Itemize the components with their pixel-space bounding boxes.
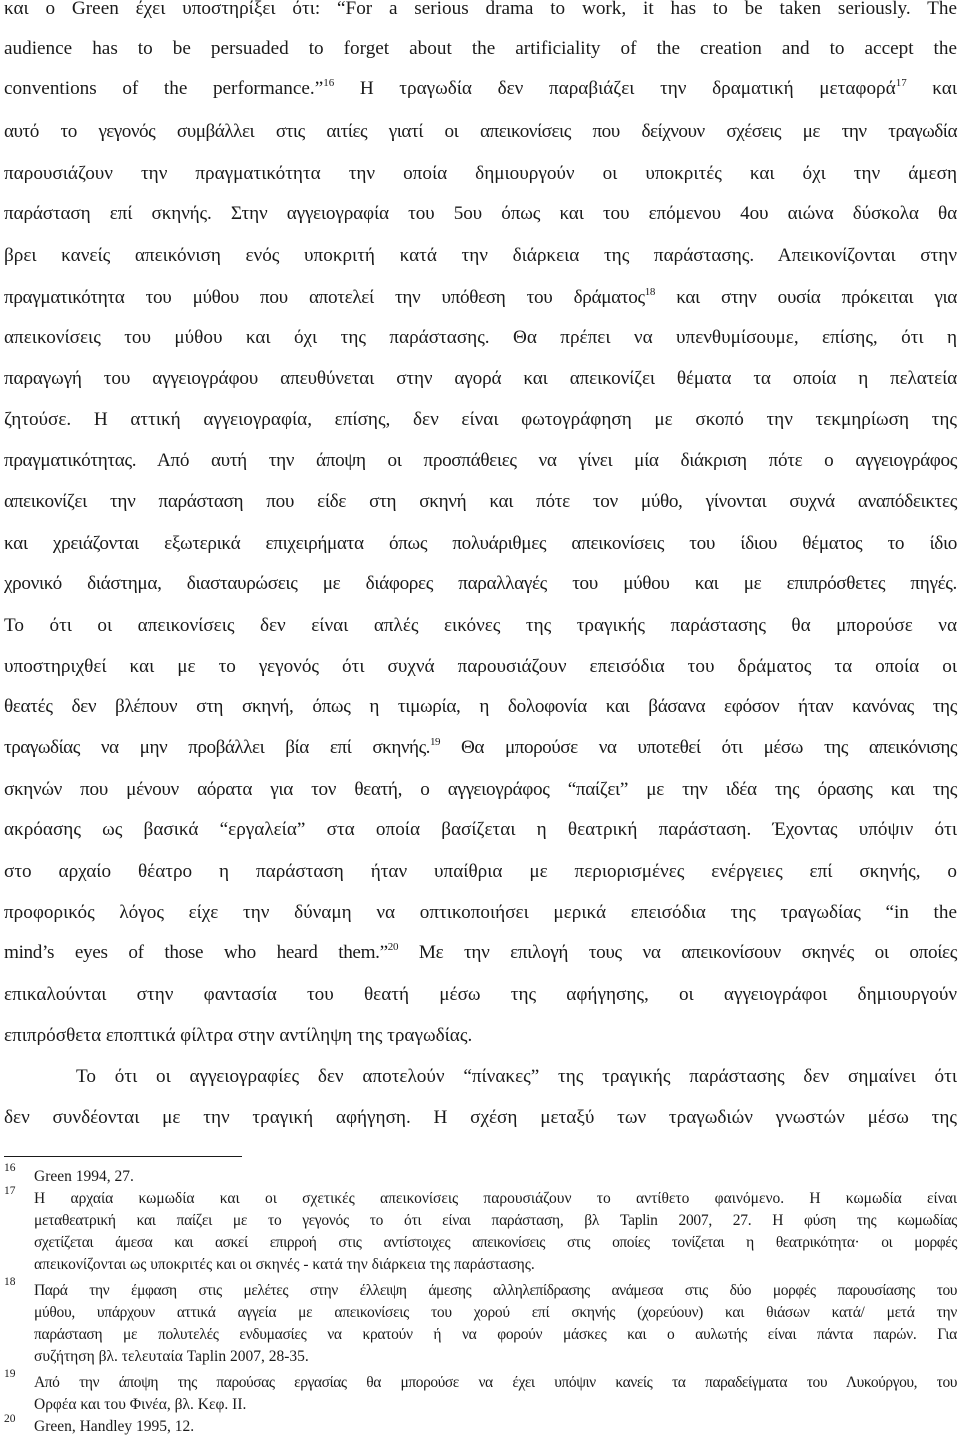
body-text: τραγωδίας να μην προβάλλει βία επί σκηνής. [4, 737, 430, 758]
footnote-number: 17 [4, 1185, 16, 1197]
body-line: χρονικό διάστημα, διασταυρώσεις με διάφορες παραλλαγές του μύθου και με επιπρόσθετες πηγές. [4, 573, 957, 594]
body-line: επικαλούνται στην φαντασία του θεατή μέσω της αφήγησης, οι αγγειογράφοι δημιουργούν [4, 984, 957, 1005]
footnote-line: Η αρχαία κωμωδία και οι σχετικές απεικονίσεις παρουσιάζουν το αντίθετο φαινόμενο. Η κωμωδία είναι [34, 1190, 957, 1207]
body-text: mind’s eyes of those who heard them.” [4, 942, 388, 963]
footnote-line: Green, Handley 1995, 12. [34, 1418, 195, 1435]
footnote-line: Παρά την έμφαση στις μελέτες στην έλλειψη άμεσης αλληλεπίδρασης ανάμεσα στις δύο μορφές παρουσίασης του [34, 1282, 957, 1299]
body-line: βρει κανείς απεικόνιση ενός υποκριτή κατά την διάρκεια της παράστασης. Απεικονίζονται στην [4, 245, 957, 266]
body-line [4, 77, 957, 101]
body-text: πραγματικότητα του μύθου που αποτελεί την υπόθεση του δράματος [4, 287, 645, 308]
footnote-ref[interactable]: 16 [323, 76, 335, 89]
footnote-line: συζήτηση βλ. τελευταία Taplin 2007, 28-35. [34, 1348, 309, 1365]
body-line: και ο Green έχει υποστηρίξει ότι: “For a serious drama to work, it has to be taken seriously. The [4, 0, 957, 19]
body-line: απεικονίζει την παράσταση που είδε στη σκηνή και πότε τον μύθο, γίνονται συχνά αναπόδεικτες [4, 491, 957, 512]
body-line [4, 286, 957, 310]
footnote-line: παράσταση με πολυτελές ενδυμασίες να κρατούν ή να φορούν μάσκες και ο αυλωτής είναι πάντα παρών. Για [34, 1326, 957, 1343]
footnote-line: μεταθεατρική και παίζει με το γεγονός το ότι είναι παράσταση, βλ Taplin 2007, 27. Η φύση της κωμωδίας [34, 1212, 957, 1229]
footnote-number: 18 [4, 1276, 16, 1288]
body-line: Το ότι οι αγγειογραφίες δεν αποτελούν “πίνακες” της τραγικής παράστασης δεν σημαίνει ότι [76, 1066, 957, 1087]
footnote-ref[interactable]: 19 [429, 735, 440, 748]
footnote-line: Από την άποψη της παρούσας εργασίας θα μπορούσε να έχει υπόψιν κανείς τα παραδείγματα του Λυκούργου, του [34, 1374, 957, 1391]
body-text: Με την επιλογή τους να απεικονίσουν σκηνές οι οποίες [398, 942, 958, 963]
body-line: θεατές δεν βλέπουν στη σκηνή, όπως η τιμωρία, η δολοφονία και βάσανα εφόσον ήταν κανόνας της [4, 696, 957, 717]
footnote-number: 16 [4, 1162, 16, 1174]
body-line: Το ότι οι απεικονίσεις δεν είναι απλές εικόνες της τραγικής παράστασης θα μπορούσε να [4, 615, 957, 636]
body-text: και [906, 78, 958, 99]
body-line: επιπρόσθετα εποπτικά φίλτρα στην αντίληψη της τραγωδίας. [4, 1025, 473, 1046]
body-line: υποστηριχθεί και με το γεγονός ότι συχνά παρουσιάζουν επεισόδια του δράματος τα οποία οι [4, 656, 957, 677]
body-line: στο αρχαίο θέατρο η παράσταση ήταν υπαίθρια με περιορισμένες ενέργειες επί σκηνής, ο [4, 861, 957, 882]
body-line: audience has to be persuaded to forget about the artificiality of the creation and to accept the [4, 38, 957, 59]
footnote-line: Green 1994, 27. [34, 1168, 134, 1185]
body-line: και χρειάζονται εξωτερικά επιχειρήματα όπως πολυάριθμες απεικονίσεις του ίδιου θέματος το ίδιο [4, 533, 957, 554]
footnote-ref[interactable]: 20 [387, 940, 399, 953]
footnote-separator [4, 1156, 242, 1157]
body-text: Η τραγωδία δεν παραβιάζει την δραματική μεταφορά [334, 78, 896, 99]
body-line [4, 941, 957, 965]
body-line: πραγματικότητας. Από αυτή την άποψη οι προσπάθειες να γίνει μία διάκριση πότε ο αγγειογράφος [4, 450, 957, 471]
body-line: παράσταση επί σκηνής. Στην αγγειογραφία του 5ου όπως και του επόμενου 4ου αιώνα δύσκολα θα [4, 203, 957, 224]
footnote-line: μύθου, υπάρχουν αττικά αγγεία με απεικονίσεις του χορού επί σκηνής (χορεύουν) και θιάσων κατά/ μετά την [34, 1304, 957, 1321]
body-line: προφορικός λόγος είχε την δύναμη να οπτικοποιήσει μερικά επεισόδια της τραγωδίας “in the [4, 902, 957, 923]
footnote-ref[interactable]: 17 [895, 76, 907, 89]
footnote-line: Ορφέα και του Φινέα, βλ. Κεφ. ΙΙ. [34, 1396, 247, 1413]
body-line: απεικονίσεις του μύθου και όχι της παράστασης. Θα πρέπει να υπενθυμίσουμε, επίσης, ότι η [4, 327, 957, 348]
body-text: conventions of the performance.” [4, 78, 324, 99]
footnote-number: 20 [4, 1413, 16, 1425]
body-text: Θα μπορούσε να υποτεθεί ότι μέσω της απεικόνισης [439, 737, 957, 758]
body-line: δεν συνδέονται με την τραγική αφήγηση. Η σχέση μεταξύ των τραγωδιών γνωστών μέσω της [4, 1107, 957, 1128]
body-line: ζητούσε. Η αττική αγγειογραφία, επίσης, δεν είναι φωτογράφηση με σκοπό την τεκμηρίωση της [4, 409, 957, 430]
body-text: και στην ουσία πρόκειται για [655, 287, 957, 308]
body-line: παρουσιάζουν την πραγματικότητα την οποία δημιουργούν οι υποκριτές και όχι την άμεση [4, 163, 957, 184]
body-line: ακρόασης ως βασικά “εργαλεία” στα οποία βασίζεται η θεατρική παράσταση. Έχοντας υπόψιν ότι [4, 819, 957, 840]
footnote-line: σχετίζεται άμεσα και ασκεί επιρροή στις αντίστοιχες απεικονίσεις στις οποίες τονίζεται η θεατρικότητα· οι μορφές [34, 1234, 957, 1251]
body-line [4, 736, 957, 760]
body-line: παραγωγή του αγγειογράφου απευθύνεται στην αγορά και απεικονίζει θέματα τα οποία η πελατεία [4, 368, 957, 389]
footnote-line: απεικονίζονται ως υποκριτές και οι σκηνές - κατά την διάρκεια της παράστασης. [34, 1256, 535, 1273]
body-line: σκηνών που μένουν αόρατα για τον θεατή, ο αγγειογράφος “παίζει” με την ιδέα της όρασης και της [4, 779, 957, 800]
footnote-number: 19 [4, 1368, 16, 1380]
body-line: αυτό το γεγονός συμβάλλει στις αιτίες γιατί οι απεικονίσεις που δείχνουν σχέσεις με την τραγωδία [4, 121, 957, 142]
footnote-ref[interactable]: 18 [644, 285, 656, 298]
